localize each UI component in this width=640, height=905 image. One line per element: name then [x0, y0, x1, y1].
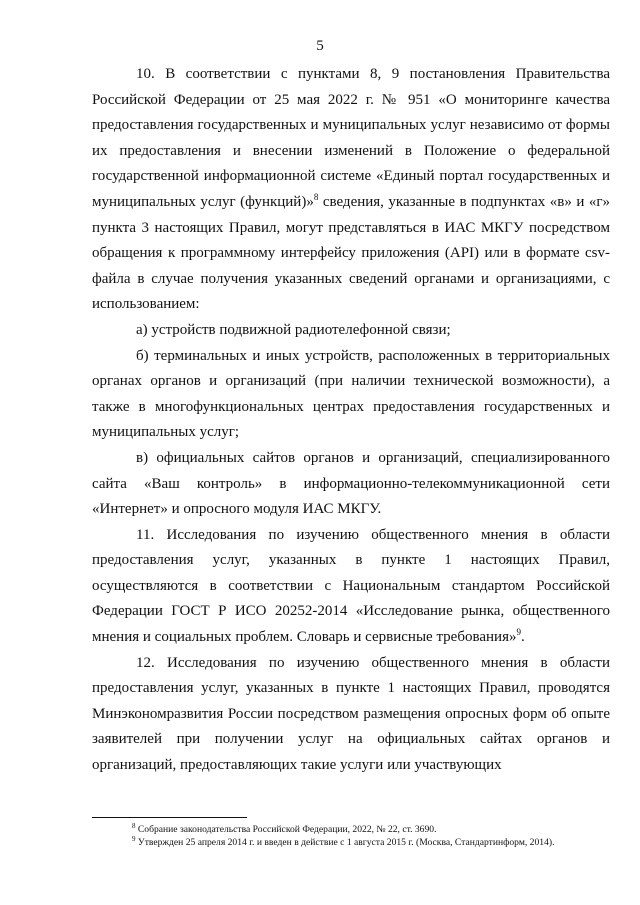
footnote-divider	[92, 817, 247, 818]
subitem-v: в) официальных сайтов органов и организаций, специализированного сайта «Ваш контроль» в информационно-телекоммуникационной сети «Интернет» и опросного модуля ИАС МКГУ.	[92, 449, 610, 518]
footnote-9: $^9$ Утвержден 25 апреля 2014 г. и введен в действие с 1 августа 2015 г. (Москва, Стандартинформ, 2014).	[132, 834, 555, 848]
paragraph-11: 11. Исследования по изучению общественного мнения в области предоставления услуг, указанных в пункте 1 настоящих Правил, осуществляются в соответствии с Национальным стандартом Российской Федерации ГОСТ Р ИСО 20252-2014 «Исследование рынка, общественного мнения и социальных проблем. Словарь и сервисные требования»$^9$.	[92, 526, 610, 646]
footnote-8: $^8$ Собрание законодательства Российской Федерации, 2022, № 22, ст. 3690.	[132, 821, 437, 835]
page-number: 5	[316, 38, 324, 54]
footnote-ref-8[interactable]: 8	[313, 191, 319, 202]
footnotes	[92, 823, 622, 849]
subitem-a: а) устройств подвижной радиотелефонной связи;	[136, 321, 451, 338]
footnote-ref-9[interactable]: 9	[516, 627, 521, 638]
paragraph-10: 10. В соответствии с пунктами 8, 9 постановления Правительства Российской Федерации от 25 мая 2022 г. № 951 «О мониторинге качества предоставления государственных и муниципальных услуг независимо от формы их предоставления и внесении изменений в Положение о федеральной государственной информационной системе «Единый портал государственных и муниципальных услуг (функций)»$^8$ сведения, указанные в подпунктах «в» и «г» пункта 3 настоящих Правил, могут представляться в ИАС МКГУ посредством обращения к программному интерфейсу приложения (API) или в формате csv-файла в случае получения указанных сведений органами и организациями, с использованием:	[92, 66, 610, 313]
document-body	[92, 62, 610, 779]
paragraph-12: 12. Исследования по изучению общественного мнения в области предоставления услуг, указанных в пункте 1 настоящих Правил, проводятся Минэкономразвития России посредством размещения опросных форм об опыте заявителей при получении услуг на официальных сайтах органов и организаций, предоставляющих такие услуги или участвующих	[92, 654, 610, 774]
subitem-b: б) терминальных и иных устройств, расположенных в территориальных органах органов и организаций (при наличии технической возможности), а также в многофункциональных центрах предоставления государственных и муниципальных услуг;	[92, 347, 610, 441]
